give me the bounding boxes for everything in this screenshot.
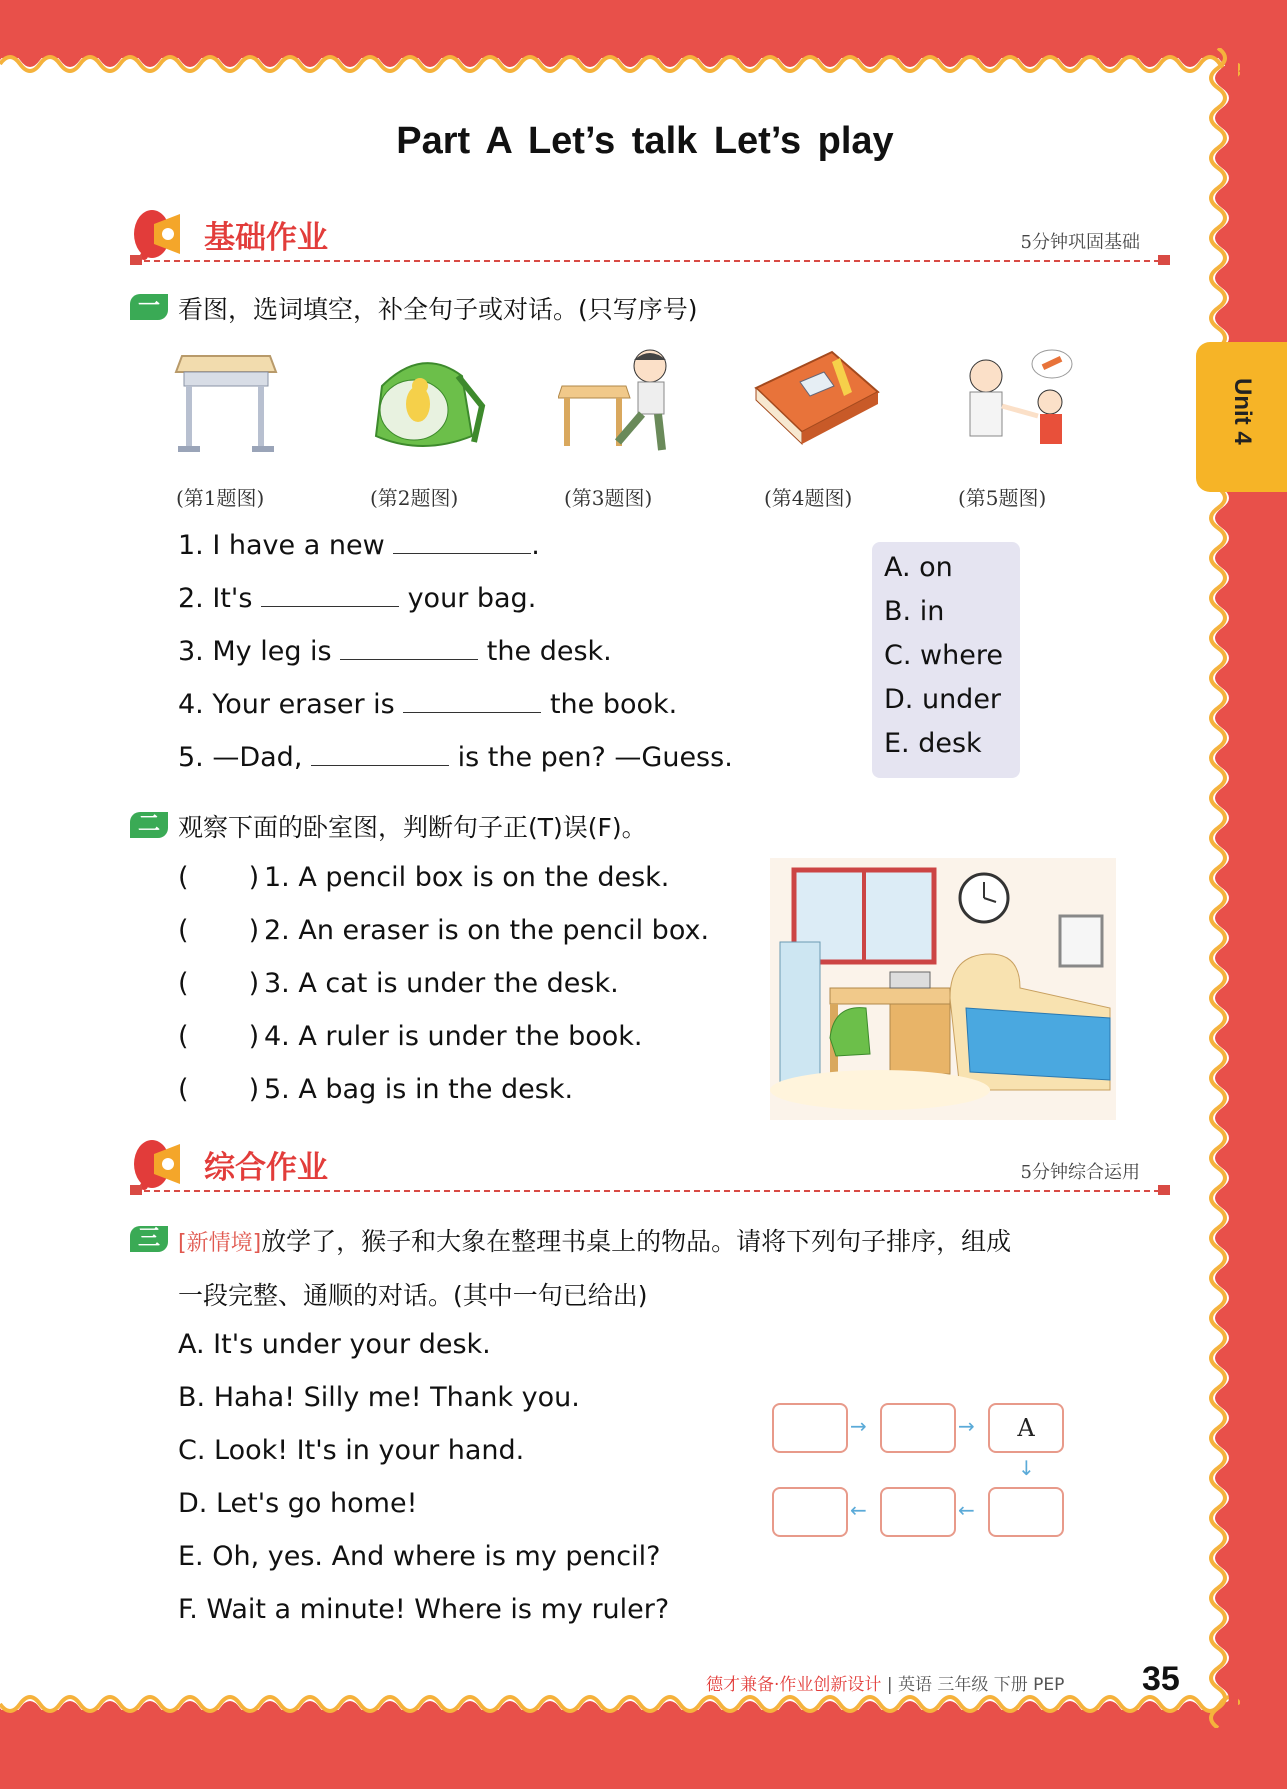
answer-parentheses[interactable]: ( ) — [178, 915, 260, 946]
fill-blank-item: 4. Your eraser is the book. — [178, 689, 678, 720]
arrow-right-icon: → — [958, 1414, 975, 1438]
dialogue-sentence: B. Haha! Silly me! Thank you. — [178, 1382, 580, 1413]
order-answer-box[interactable] — [772, 1403, 848, 1453]
order-answer-box[interactable] — [880, 1403, 956, 1453]
decorative-border-right — [1208, 48, 1238, 1728]
true-false-statement: 1. A pencil box is on the desk. — [264, 862, 670, 893]
picture-caption: (第1题图) — [176, 486, 265, 510]
bedroom-picture — [770, 858, 1116, 1120]
grade-label: 三年级 下册 PEP — [937, 1675, 1065, 1695]
answer-blank[interactable] — [261, 602, 399, 607]
question-number: 三 — [130, 1226, 168, 1252]
answer-parentheses[interactable]: ( ) — [178, 862, 260, 893]
desk-picture — [174, 346, 278, 456]
page-title: Part A Let’s talk Let’s play — [396, 120, 894, 162]
dialogue-sentence: E. Oh, yes. And where is my pencil? — [178, 1541, 661, 1572]
question-instruction: 看图，选词填空，补全句子或对话。(只写序号) — [178, 295, 698, 324]
true-false-statement: 5. A bag is in the desk. — [264, 1074, 574, 1105]
option-item: B. in — [884, 596, 945, 627]
section-header-basic — [130, 206, 1170, 266]
decorative-border-top-overlay — [0, 48, 1240, 78]
trumpet-icon — [130, 1136, 190, 1192]
section-title: 基础作业 — [204, 220, 328, 256]
answer-parentheses[interactable]: ( ) — [178, 968, 260, 999]
book-brand: 德才兼备·作业创新设计 — [706, 1675, 882, 1695]
option-item: D. under — [884, 684, 1002, 715]
dialogue-sentence: F. Wait a minute! Where is my ruler? — [178, 1594, 670, 1625]
page-number: 35 — [1142, 1660, 1180, 1698]
order-given-box: A — [988, 1403, 1064, 1453]
order-answer-box[interactable] — [880, 1487, 956, 1537]
page-footer: 德才兼备·作业创新设计 | 英语 三年级 下册 PEP — [706, 1675, 1065, 1695]
true-false-statement: 3. A cat is under the desk. — [264, 968, 619, 999]
boy-with-leg-under-desk-picture — [558, 346, 678, 456]
schoolbag-with-bird-picture — [362, 346, 492, 456]
answer-blank[interactable] — [403, 708, 541, 713]
dialogue-sentence: A. It's under your desk. — [178, 1329, 491, 1360]
question-instruction: [新情境]放学了，猴子和大象在整理书桌上的物品。请将下列句子排序，组成 — [178, 1227, 1012, 1256]
eraser-on-book-picture — [752, 348, 882, 448]
dashed-divider — [134, 260, 1170, 262]
section-header-comprehensive — [130, 1136, 1170, 1196]
fill-blank-item: 3. My leg is the desk. — [178, 636, 612, 667]
answer-blank[interactable] — [311, 761, 449, 766]
option-item: A. on — [884, 552, 953, 583]
answer-parentheses[interactable]: ( ) — [178, 1074, 260, 1105]
section-note: 5分钟巩固基础 — [1020, 232, 1140, 253]
answer-blank[interactable] — [340, 655, 478, 660]
new-context-tag: [新情境] — [178, 1231, 262, 1256]
fill-blank-item: 5. —Dad, is the pen? —Guess. — [178, 742, 733, 773]
dad-and-child-guess-pen-picture — [950, 346, 1080, 456]
question-number: 二 — [130, 812, 168, 838]
dialogue-sentence: C. Look! It's in your hand. — [178, 1435, 525, 1466]
dashed-divider — [134, 1190, 1170, 1192]
true-false-statement: 2. An eraser is on the pencil box. — [264, 915, 710, 946]
decorative-border-bottom — [0, 1694, 1240, 1724]
divider-dot — [1158, 255, 1170, 265]
section-title: 综合作业 — [204, 1150, 328, 1186]
true-false-statement: 4. A ruler is under the book. — [264, 1021, 643, 1052]
unit-tab — [1196, 342, 1287, 492]
picture-caption: (第2题图) — [370, 486, 459, 510]
answer-blank[interactable] — [393, 549, 531, 554]
answer-parentheses[interactable]: ( ) — [178, 1021, 260, 1052]
picture-caption: (第5题图) — [958, 486, 1047, 510]
arrow-down-icon: ↓ — [1018, 1456, 1035, 1480]
trumpet-icon — [130, 206, 190, 262]
order-answer-box[interactable] — [988, 1487, 1064, 1537]
arrow-left-icon: ← — [850, 1498, 867, 1522]
question-instruction-continued: 一段完整、通顺的对话。(其中一句已给出) — [178, 1281, 648, 1310]
order-answer-box[interactable] — [772, 1487, 848, 1537]
option-item: C. where — [884, 640, 1003, 671]
fill-blank-item: 1. I have a new . — [178, 530, 540, 561]
divider-dot — [1158, 1185, 1170, 1195]
picture-caption: (第4题图) — [764, 486, 853, 510]
option-item: E. desk — [884, 728, 982, 759]
question-instruction: 观察下面的卧室图，判断句子正(T)误(F)。 — [178, 813, 647, 842]
section-note: 5分钟综合运用 — [1020, 1162, 1140, 1183]
unit-tab-label: Unit 4 — [1229, 378, 1256, 445]
fill-blank-item: 2. It's your bag. — [178, 583, 537, 614]
question-number: 一 — [130, 294, 168, 320]
arrow-left-icon: ← — [958, 1498, 975, 1522]
picture-caption: (第3题图) — [564, 486, 653, 510]
dialogue-sentence: D. Let's go home! — [178, 1488, 418, 1519]
subject-label: 英语 — [897, 1675, 932, 1695]
arrow-right-icon: → — [850, 1414, 867, 1438]
word-options-box — [872, 542, 1020, 778]
